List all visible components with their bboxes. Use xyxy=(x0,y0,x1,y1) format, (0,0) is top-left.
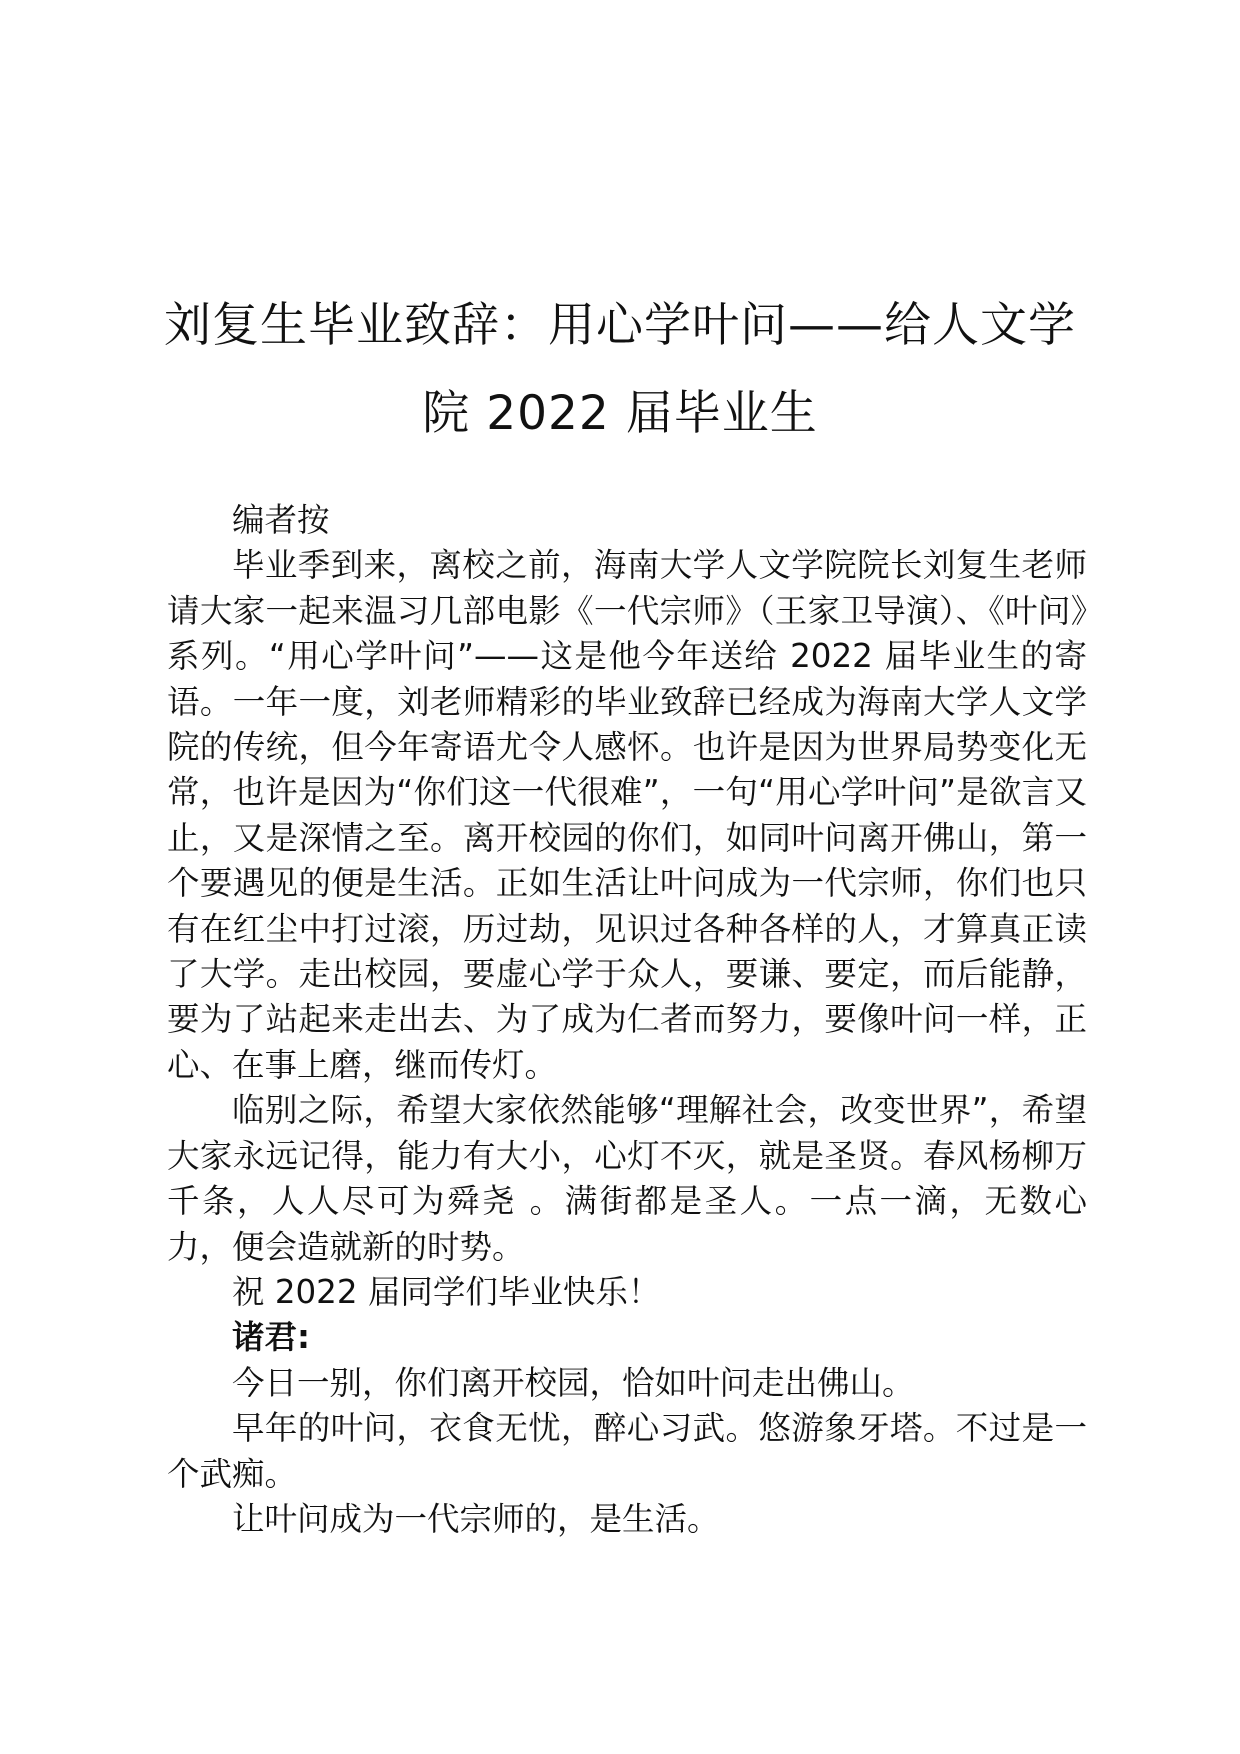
editor-note-paragraph: 临别之际，希望大家依然能够“理解社会，改变世界”，希望大家永远记得，能力有大小，心灯不灭，就是圣贤。春风杨柳万千条，人人尽可为舜尧 。满街都是圣人。一点一滴，无数心力，便会造就新的时势。 xyxy=(167,1091,1087,1266)
document-title: 刘复生毕业致辞：用心学叶问——给人文学院 2022 届毕业生 xyxy=(164,298,1076,441)
salutation: 诸君: xyxy=(232,1318,310,1357)
editor-note-paragraph: 毕业季到来，离校之前，海南大学人文学院院长刘复生老师请大家一起来温习几部电影《一代宗师》（王家卫导演）、《叶问》系列。“用心学叶问”——这是他今年送给 2022 届毕业生的寄语。一年一度，刘老师精彩的毕业致辞已经成为海南大学人文学院的传统，但今年寄语尤令人感怀。也许是因为世界局势变化无常，也许是因为“你们这一代很难”，一句“用心学叶问”是欲言又止，又是深情之至。离开校园的你们，如同叶问离开佛山，第一个要遇见的便是生活。正如生活让叶问成为一代宗师，你们也只有在红尘中打过滚，历过劫，见识过各种各样的人，才算真正读了大学。走出校园，要虚心学于众人，要谦、要定，而后能静，要为了站起来走出去、为了成为仁者而努力，要像叶问一样，正心、在事上磨，继而传灯。 xyxy=(167,546,1087,1084)
speech-paragraph: 今日一别，你们离开校园，恰如叶问走出佛山。 xyxy=(232,1363,915,1402)
document-body xyxy=(167,498,1087,1542)
congratulation-line: 祝 2022 届同学们毕业快乐！ xyxy=(232,1272,661,1311)
speech-paragraph: 早年的叶问，衣食无忧，醉心习武。悠游象牙塔。不过是一个武痴。 xyxy=(167,1409,1087,1493)
speech-paragraph: 让叶问成为一代宗师的，是生活。 xyxy=(232,1499,720,1538)
editor-note-label: 编者按 xyxy=(232,501,330,539)
